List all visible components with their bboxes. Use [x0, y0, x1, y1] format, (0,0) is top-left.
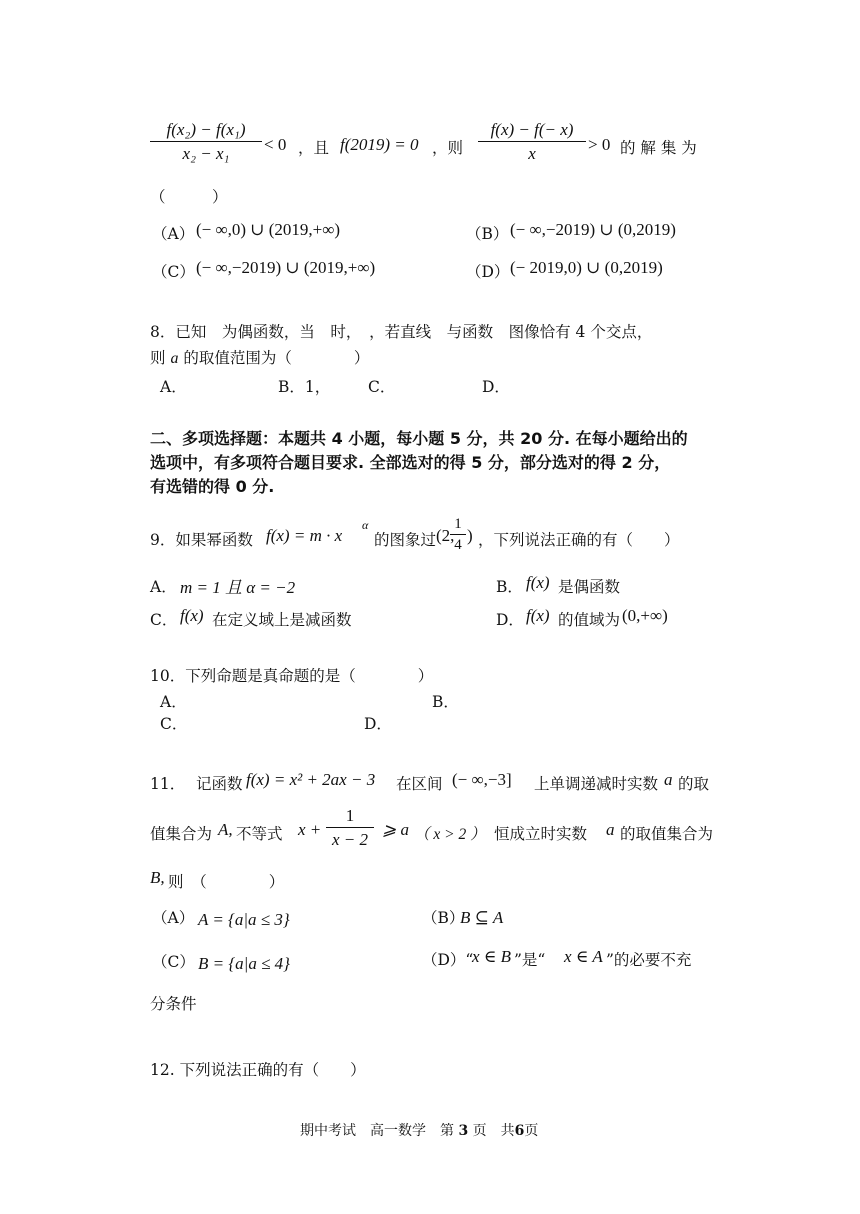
q8-option-a: A． — [160, 378, 187, 396]
q11-geq-a: ⩾ a — [382, 820, 409, 839]
q9-point-fraction — [450, 516, 466, 554]
q7-option-c-expr: (− ∞,−2019) ∪ (2019,+∞) — [196, 258, 376, 277]
q7-frac2-denominator: x — [528, 144, 536, 163]
q9-option-c-expr: f(x) — [180, 606, 204, 625]
q7-fraction-2 — [478, 120, 586, 164]
q9-option-b-text: 是偶函数 — [558, 578, 621, 596]
q11-fraction — [326, 806, 374, 850]
q11-option-d-expr-2: x ∈ A — [564, 947, 603, 966]
q7-frac1-bar — [150, 141, 262, 142]
q7-option-a-expr: (− ∞,0) ∪ (2019,+∞) — [196, 220, 341, 239]
q9-option-d-expr: f(x) — [526, 606, 550, 625]
q11-option-a-expr: A = {a|a ≤ 3} — [198, 910, 290, 929]
q11-text-1: 记函数 — [196, 775, 243, 793]
q11-text-5: 值集合为 — [150, 825, 213, 843]
q9-option-d-range: (0,+∞) — [622, 606, 668, 625]
q11-frac-denominator: x − 2 — [331, 830, 369, 849]
q7-option-c-label: （C） — [152, 263, 195, 281]
q9-point-pre: (2, — [436, 526, 455, 545]
q7-gt-zero: > 0 — [588, 135, 611, 154]
q11-set-A: A, — [218, 820, 233, 839]
q12-stem: 12. 下列说法正确的有（ ） — [150, 1061, 366, 1079]
q11-set-B: B, — [150, 868, 165, 887]
q9-option-b-expr: f(x) — [526, 573, 550, 592]
q11-number: 11． — [150, 775, 186, 793]
q7-lt-zero: < 0 — [264, 135, 287, 154]
q9-option-b-label: B． — [496, 578, 523, 596]
q10-option-d: D． — [364, 715, 392, 733]
q11-option-c-expr: B = {a|a ≤ 4} — [198, 954, 290, 973]
q11-frac-numerator: 1 — [345, 806, 355, 825]
q10-option-c: C． — [160, 715, 188, 733]
q11-option-c-label: （C） — [152, 953, 195, 971]
section-2-heading-line-1: 二、多项选择题：本题共 4 小题，每小题 5 分，共 20 分. 在每小题给出的 — [150, 429, 688, 448]
q7-text-3: 的 解 集 为 — [620, 139, 697, 157]
q9-option-a-label: A． — [150, 578, 177, 596]
q10-stem: 10．下列命题是真命题的是（ ） — [150, 667, 434, 685]
footer-page-number: 3 — [458, 1123, 469, 1139]
q11-x-plus: x + — [298, 820, 322, 839]
q9-option-a-expr: m = 1 且 α = −2 — [180, 578, 296, 597]
q7-option-b-label: （B） — [466, 225, 509, 243]
q9-option-d-label: D． — [496, 611, 524, 629]
q11-option-d-expr-1: x ∈ B — [472, 947, 512, 966]
q11-interval: (− ∞,−3] — [452, 770, 512, 789]
q9-option-d-text: 的值域为 — [558, 611, 621, 629]
q8-option-d: D． — [482, 378, 510, 396]
page-footer — [300, 1120, 538, 1140]
section-2-heading-line-3: 有选错的得 0 分. — [150, 477, 275, 496]
q9-frac-numerator: 1 — [454, 516, 462, 532]
q8-option-c: C． — [368, 378, 396, 396]
q11-option-d-mid: ”是“ — [514, 951, 546, 969]
q7-option-d-expr: (− 2019,0) ∪ (0,2019) — [510, 258, 663, 277]
q7-frac2-bar — [478, 141, 586, 142]
q11-var-a-2: a — [606, 820, 615, 839]
q8-stem-line-1: 8．已知 为偶函数，当 时， ，若直线 与函数 图像恰有 4 个交点， — [150, 323, 653, 341]
q7-answer-paren: （ ） — [150, 188, 228, 206]
q9-exponent: α — [362, 518, 369, 532]
q7-frac2-numerator: f(x) − f(− x) — [490, 120, 574, 139]
q11-var-a-1: a — [664, 770, 673, 789]
q9-option-c-text: 在定义域上是减函数 — [212, 611, 352, 629]
q11-option-a-label: （A） — [152, 909, 195, 927]
q9-frac-denominator: 4 — [454, 537, 462, 553]
footer-prefix: 期中考试 高一数学 第 — [300, 1123, 454, 1139]
q8-option-b: B．1， — [278, 378, 331, 396]
section-2-heading-line-2: 选项中，有多项符合题目要求. 全部选对的得 5 分，部分选对的得 2 分， — [150, 453, 671, 472]
footer-total-pages: 6 — [514, 1123, 525, 1139]
q11-text-9: 则 （ ） — [168, 873, 285, 891]
q8-stem-line-2 — [150, 346, 369, 368]
q7-frac1-denominator: x₂ − x₁ — [182, 144, 230, 163]
q11-text-7: 恒成立时实数 — [494, 825, 588, 843]
q9-frac-bar — [450, 534, 466, 535]
q7-option-a-label: （A） — [152, 225, 195, 243]
q7-option-b-expr: (− ∞,−2019) ∪ (0,2019) — [510, 220, 676, 239]
q11-frac-bar — [326, 827, 374, 828]
q11-option-d-label: （D）“ — [422, 951, 474, 969]
q11-option-d-post: ”的必要不充 — [606, 951, 692, 969]
q11-condition: （ x > 2 ） — [414, 826, 486, 843]
q11-option-d-continued: 分条件 — [150, 995, 197, 1013]
q11-text-4: 的取 — [678, 775, 710, 793]
q9-option-c-label: C． — [150, 611, 178, 629]
q7-condition: f(2019) = 0 — [340, 135, 419, 154]
q11-option-b-expr: B ⊆ A — [460, 908, 504, 927]
q11-text-2: 在区间 — [396, 775, 443, 793]
q8-line2-pre: 则 — [150, 349, 171, 367]
q8-line2-post: 的取值范围为（ ） — [178, 349, 370, 367]
q7-fraction-1 — [150, 120, 262, 164]
q7-option-d-label: （D） — [466, 263, 510, 281]
q10-option-b: B． — [432, 693, 459, 711]
q9-stem-pre: 9．如果幂函数 — [150, 531, 253, 549]
q9-function: f(x) = m · x — [266, 526, 343, 545]
q7-text-2: ，则 — [432, 139, 464, 157]
q11-function: f(x) = x² + 2ax − 3 — [246, 770, 376, 789]
q8-var-a: a — [170, 350, 179, 367]
q11-option-b-label: （B） — [422, 909, 465, 927]
footer-mid: 页 共 — [472, 1123, 515, 1139]
q11-text-6: 不等式 — [236, 825, 283, 843]
q10-option-a: A． — [160, 693, 187, 711]
q9-stem-mid: 的图象过 — [374, 531, 437, 549]
q9-point-post: ) — [467, 526, 473, 545]
q11-text-3: 上单调递减时实数 — [534, 775, 659, 793]
q11-text-8: 的取值集合为 — [620, 825, 714, 843]
q7-frac1-numerator: f(x₂) − f(x₁) — [166, 120, 246, 139]
footer-suffix: 页 — [524, 1123, 539, 1139]
q7-text-1: ，且 — [298, 139, 330, 157]
q9-stem-post: ，下列说法正确的有（ ） — [478, 531, 680, 549]
